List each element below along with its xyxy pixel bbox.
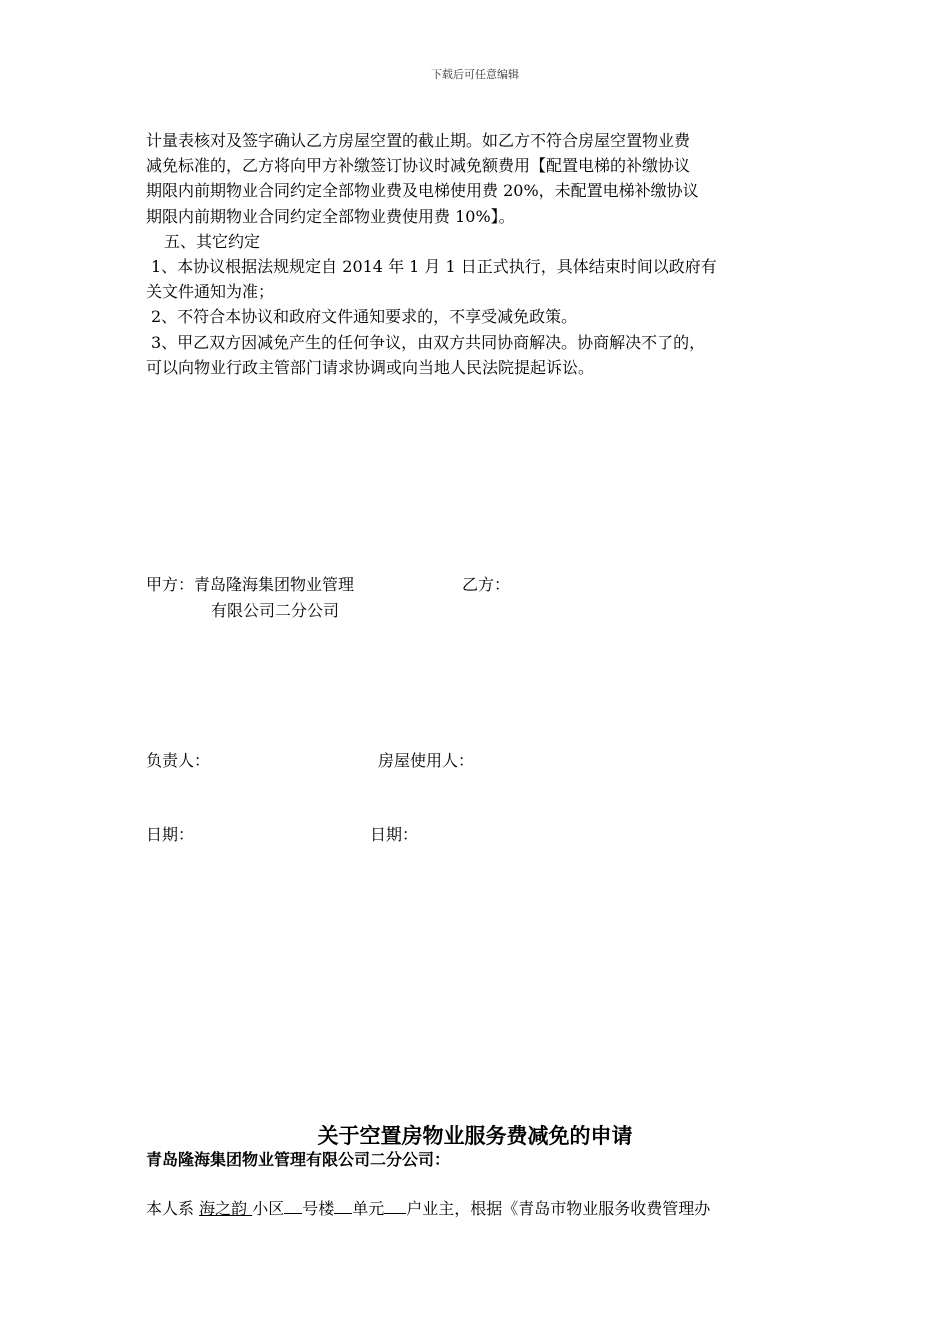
application-first-line <box>146 1196 710 1219</box>
agreement-line: 减免标准的，乙方将向甲方补缴签订协议时减免额费用【配置电梯的补缴协议 <box>146 156 691 176</box>
party-b-label: 乙方： <box>462 575 511 594</box>
party-a-name-continued: 有限公司二分公司 <box>211 601 340 620</box>
line-rest: 户业主，根据《青岛市物业服务收费管理办 <box>406 1199 711 1218</box>
unit-blank <box>334 1199 352 1214</box>
item-2-line-1: 2、不符合本协议和政府文件通知要求的，不享受减免政策。 <box>151 307 578 327</box>
application-addressee: 青岛隆海集团物业管理有限公司二分公司： <box>146 1150 451 1169</box>
community-name: 海之韵 <box>199 1199 253 1218</box>
building-suffix: 号楼 <box>302 1199 335 1218</box>
date-label-a: 日期： <box>146 825 195 844</box>
header-note: 下载后可任意编辑 <box>431 68 519 81</box>
agreement-line: 计量表核对及签字确认乙方房屋空置的截止期。如乙方不符合房屋空置物业费 <box>146 131 691 150</box>
unit-suffix: 单元 <box>352 1199 385 1218</box>
item-3-line-2: 可以向物业行政主管部门请求协调或向当地人民法院提起诉讼。 <box>146 357 595 377</box>
agreement-line: 期限内前期物业合同约定全部物业费及电梯使用费 20%，未配置电梯补缴协议 <box>146 181 699 201</box>
community-suffix: 小区 <box>252 1199 285 1218</box>
party-a-label: 甲方：青岛隆海集团物业管理 <box>146 575 355 594</box>
responsible-person-label: 负责人： <box>146 751 211 770</box>
occupant-label: 房屋使用人： <box>378 751 475 770</box>
room-blank <box>384 1199 406 1214</box>
application-title: 关于空置房物业服务费减免的申请 <box>317 1124 633 1148</box>
building-blank <box>284 1199 302 1214</box>
date-label-b: 日期： <box>370 825 419 844</box>
line-prefix: 本人系 <box>146 1199 200 1218</box>
item-3-line-1: 3、甲乙双方因减免产生的任何争议，由双方共同协商解决。协商解决不了的， <box>151 332 706 352</box>
item-1-line-1: 1、本协议根据法规规定自 2014 年 1 月 1 日正式执行，具体结束时间以政府有 <box>151 257 717 277</box>
section-title: 五、其它约定 <box>164 231 261 251</box>
agreement-line: 期限内前期物业合同约定全部物业费使用费 10%】。 <box>146 206 515 226</box>
item-1-line-2: 关文件通知为准； <box>146 282 275 302</box>
agreement-body <box>146 128 826 380</box>
